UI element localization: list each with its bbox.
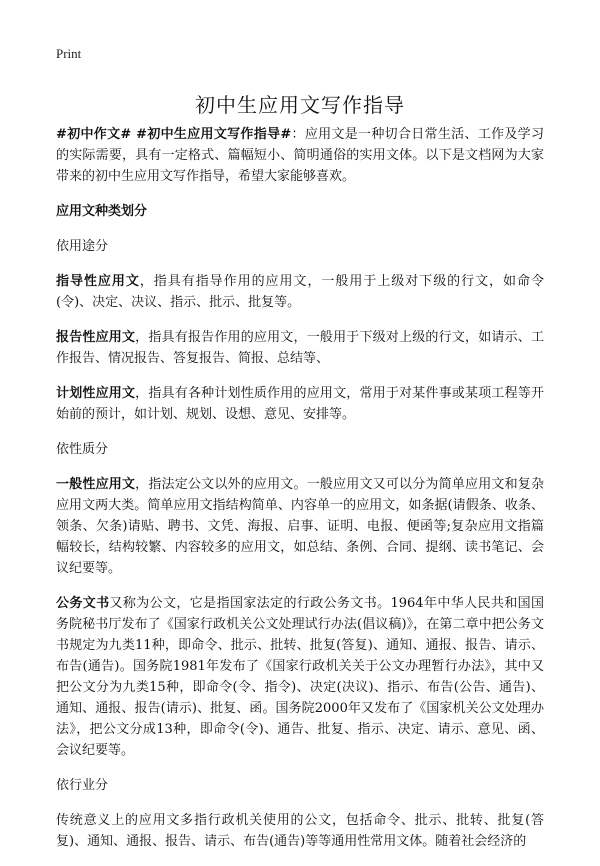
- subheading-by-nature: 依性质分: [56, 442, 109, 457]
- text-official: 又称为公文，它是指国家法定的行政公务文书。1964年中华人民共和国国务院秘书厅发布了《国家行政机关公文处理试行办法(倡议稿)》，在第二章中把公务文书规定为九类11种，即命令、批示、批转、批复(答复)、通知、通报、报告、请示、布告(通告)。国务院1981年发布了《国家行政机关关于公文办理暂行办法》，其中又把公文分为九类15种，即命令(令、指令)、决定(决议)、指示、布告(公告、通告)、通知、通报、报告(请示)、批复、函。国务院2000年又发布了《国家机关公文处理办法》，把公文分成13种，即命令(令)、通告、批复、指示、决定、请示、意见、函、会议纪要等。: [56, 596, 544, 758]
- paragraph-guiding: [56, 271, 544, 313]
- text-reporting: ，指具有报告作用的应用文，一般用于下级对上级的行文，如请示、工作报告、情况报告、答复报告、简报、总结等、: [56, 330, 544, 366]
- term-official: 公务文书: [56, 596, 110, 611]
- subheading-by-use: 依用途分: [56, 239, 109, 254]
- paragraph-general: [56, 474, 544, 579]
- term-planning: 计划性应用文: [56, 386, 136, 401]
- subheading-by-industry: 依行业分: [56, 778, 109, 793]
- term-general: 一般性应用文: [56, 477, 136, 492]
- article-body: [56, 124, 544, 866]
- intro-paragraph: [56, 124, 544, 187]
- paragraph-reporting: [56, 327, 544, 369]
- term-reporting: 报告性应用文: [56, 330, 136, 345]
- page-title: 初中生应用文写作指导: [195, 93, 405, 118]
- paragraph-industry: 传统意义上的应用文多指行政机关使用的公文，包括命令、批示、批转、批复(答复)、通知、通报、报告、请示、布告(通告)等等通用性常用文体。随着社会经济的: [56, 813, 544, 849]
- intro-text: ：应用文是一种切合日常生活、工作及学习的实际需要，具有一定格式、篇幅短小、简明通俗的实用文体。以下是文档网为大家带来的初中生应用文写作指导，希望大家能够喜欢。: [56, 127, 544, 184]
- text-general: ，指法定公文以外的应用文。一般应用文又可以分为简单应用文和复杂应用文两大类。简单应用文指结构简单、内容单一的应用文，如条据(请假条、收条、领条、欠条)请贴、聘书、文凭、海报、启事、证明、电报、便函等;复杂应用文指篇幅较长，结构较繁、内容较多的应用文，如总结、条例、合同、提纲、读书笔记、会议纪要等。: [56, 477, 544, 576]
- paragraph-planning: [56, 383, 544, 425]
- paragraph-official: [56, 593, 544, 761]
- section-heading: 应用文种类划分: [56, 204, 148, 219]
- term-guiding: 指导性应用文: [56, 274, 140, 289]
- intro-tags: #初中作文# #初中生应用文写作指导#: [56, 127, 292, 142]
- print-link[interactable]: Print: [56, 46, 82, 61]
- text-guiding: ，指具有指导作用的应用文，一般用于上级对下级的行文，如命令(令)、决定、决议、指示、批示、批复等。: [56, 274, 544, 310]
- text-planning: ，指具有各种计划性质作用的应用文，常用于对某件事或某项工程等开始前的预计，如计划、规划、设想、意见、安排等。: [56, 386, 544, 422]
